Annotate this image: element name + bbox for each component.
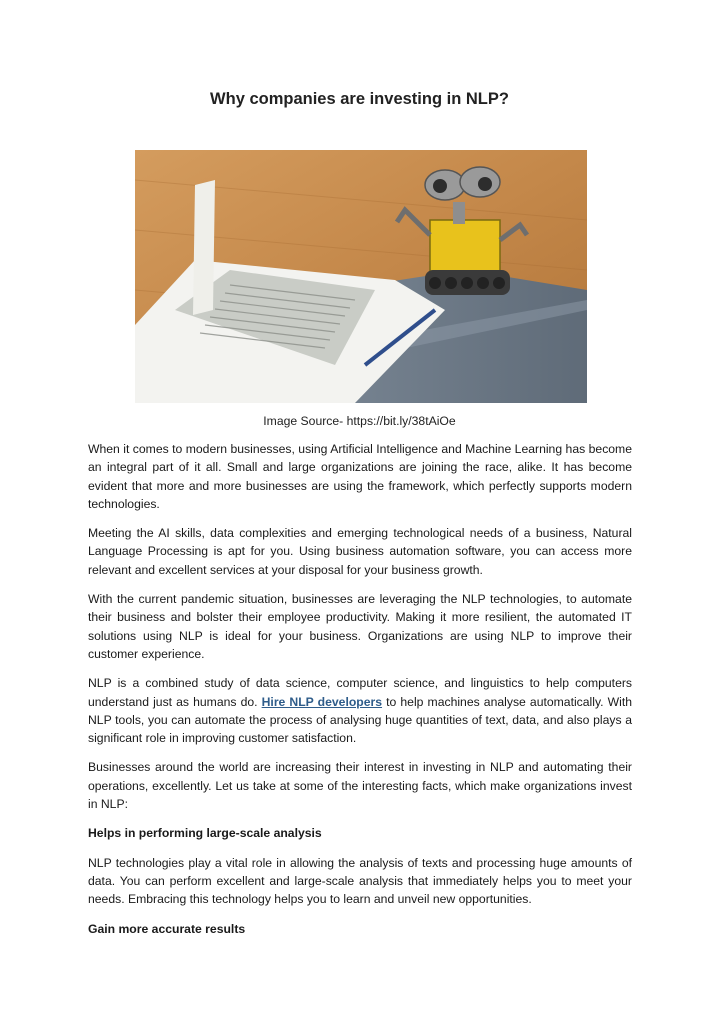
image-caption: Image Source- https://bit.ly/38tAiOe <box>263 414 456 428</box>
section-heading-accurate-results: Gain more accurate results <box>88 921 246 936</box>
paragraph-2: Meeting the AI skills, data complexities and emerging technological needs of a business, Natural Language Processing is apt for you. Using business automation software, you can access more relevant and excellent services at your disposal for your business growth. <box>88 526 632 577</box>
paragraph-4-start: NLP is a combined study of data science, computer science, and linguistics to help computers understand just as humans do. <box>88 676 632 709</box>
ereader-robot-illustration <box>135 150 587 403</box>
section-heading-large-scale-analysis: Helps in performing large-scale analysis <box>88 826 322 841</box>
hire-nlp-developers-link[interactable]: Hire NLP developers <box>261 694 383 709</box>
paragraph-3: With the current pandemic situation, businesses are leveraging the NLP technologies, to automate their business and bolster their employee productivity. Making it more resilient, the automated IT solutions using NLP is ideal for your business. Organizations are using NLP to improve their customer experience. <box>88 592 632 661</box>
paragraph-1: When it comes to modern businesses, using Artificial Intelligence and Machine Learning has become an integral part of it all. Small and large organizations are joining the race, alike. It has become evident that more and more businesses are using the framework, which perfectly supports modern technologies. <box>88 442 632 511</box>
paragraph-6: NLP technologies play a vital role in allowing the analysis of texts and processing huge amounts of data. You can perform excellent and large-scale analysis that immediately helps you to meet your needs. Embracing this technology helps you to learn and unveil new opportunities. <box>88 855 632 907</box>
page-title: Why companies are investing in NLP? <box>210 90 509 108</box>
article-image <box>135 150 587 403</box>
paragraph-4-end: to help machines analyse automatically. With NLP tools, you can automate the process of analysing huge quantities of text, data, and also plays a significant role in improving customer satisfaction. <box>88 694 632 746</box>
paragraph-4 <box>88 674 632 747</box>
article-body <box>88 440 632 949</box>
paragraph-5: Businesses around the world are increasing their interest in investing in NLP and automating their operations, excellently. Let us take at some of the interesting facts, which make organizations invest in NLP: <box>88 760 632 812</box>
